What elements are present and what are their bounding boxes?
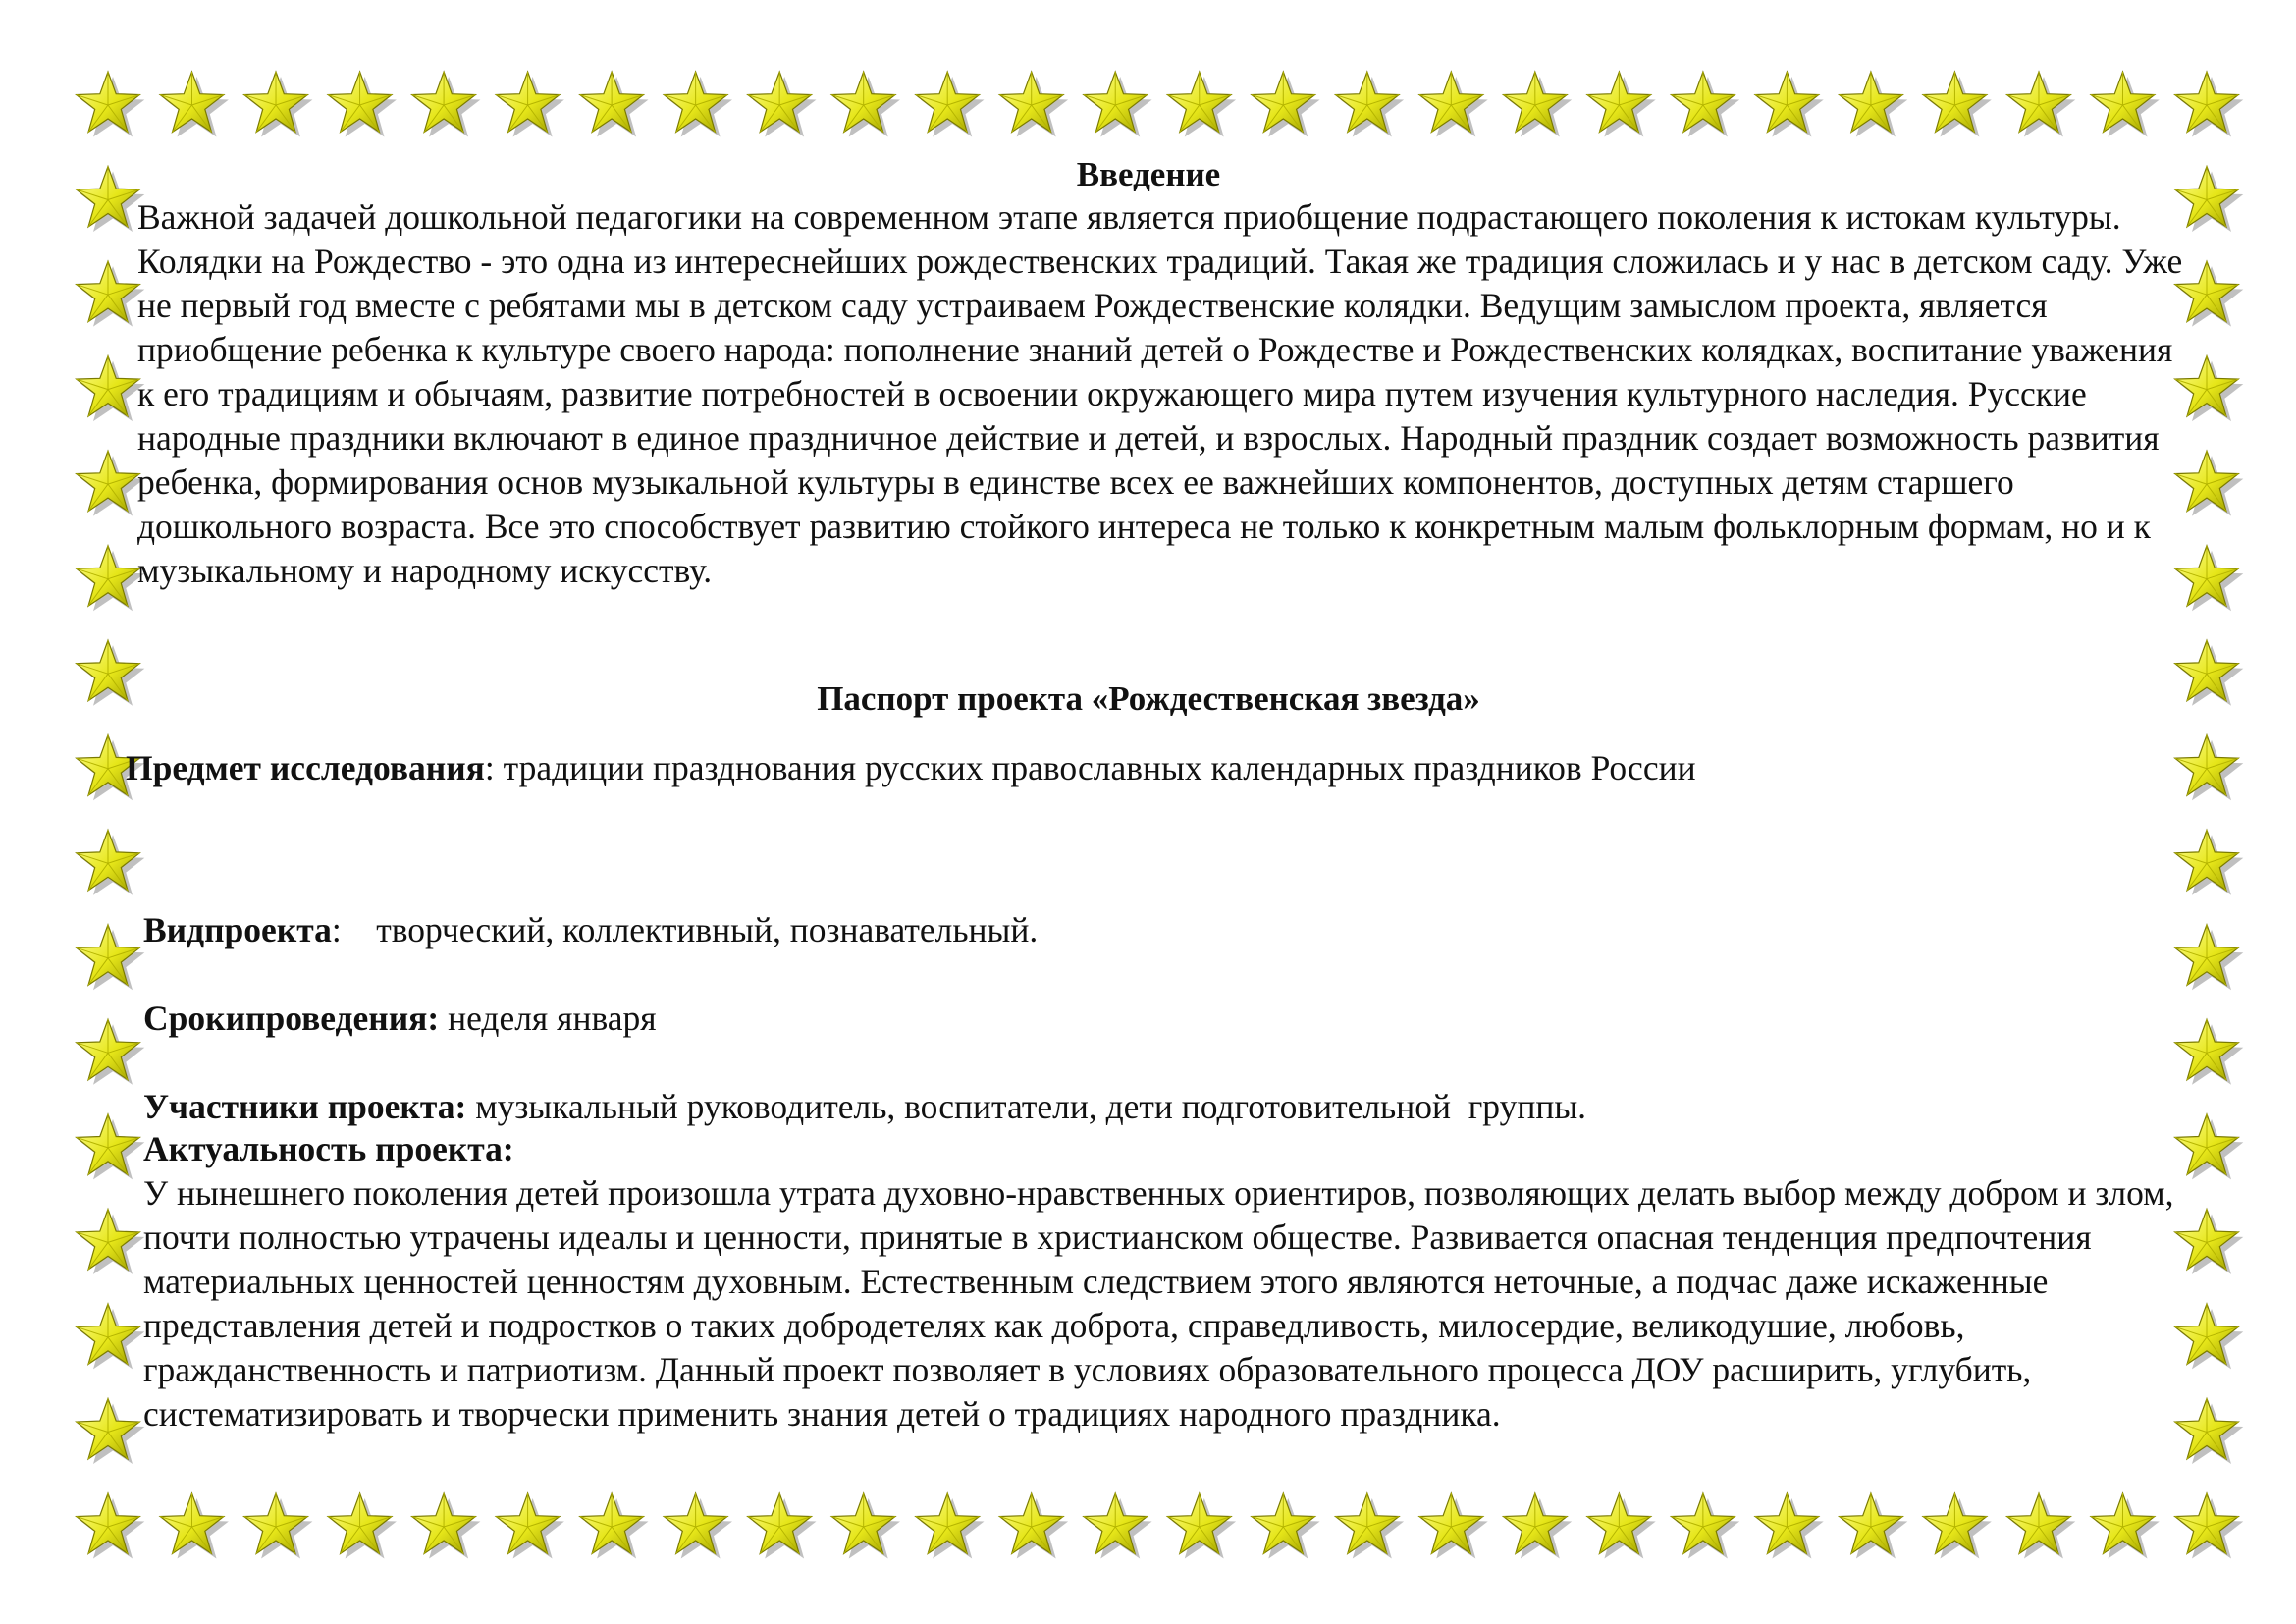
project-term-row <box>143 997 657 1041</box>
project-term-value: неделя января <box>439 999 657 1038</box>
relevance-paragraph: У нынешнего поколения детей произошла утрата духовно-нравственных ориентиров, позволяющих делать выбор между добром и злом, почти полностью утрачены идеалы и ценности, принятые в христианском обществе. Развивается опасная тенденция предпочтения материальных ценностей ценностям духовным. Естественным следствием этого являются неточные, а подчас даже искаженные представления детей и подростков о таких добродетелях как доброта, справедливость, милосердие, великодушие, любовь, гражданственность и патриотизм. Данный проект позволяет в условиях образовательного процесса ДОУ расширить, углубить, систематизировать и творчески применить знания детей о традициях народного праздника. <box>143 1173 2174 1434</box>
research-subject-row <box>126 746 2089 790</box>
research-subject-label: Предмет исследования <box>126 748 485 787</box>
project-participants-label: Участники проекта: <box>143 1087 467 1126</box>
project-participants-value: музыкальный руководитель, воспитатели, дети подготовительной группы. <box>466 1087 1587 1126</box>
relevance-heading: Актуальность проекта: <box>143 1129 514 1168</box>
introduction-paragraph: Важной задачей дошкольной педагогики на современном этапе является приобщение подрастающего поколения к истокам культуры. Колядки на Рождество - это одна из интереснейших рождественских традиций. Такая же традиция сложилась и у нас в детском саду. Уже не первый год вместе с ребятами мы в детском саду устраиваем Рождественские колядки. Ведущим замыслом проекта, является приобщение ребенка к культуре своего народа: пополнение знаний детей о Рождестве и Рождественских колядках, воспитание уважения к его традициям и обычаям, развитие потребностей в освоении окружающего мира путем изучения культурного наследия. Русские народные праздники включают в единое праздничное действие и детей, и взрослых. Народный праздник создает возможность развития ребенка, формирования основ музыкальной культуры в единстве всех ее важнейших компонентов, доступных детям старшего дошкольного возраста. Все это способствует развитию стойкого интереса не только к конкретным малым фольклорным формам, но и к музыкальному и народному искусству. <box>137 197 2183 590</box>
research-subject-value: : традиции празднования русских православных календарных праздников России <box>484 748 1696 787</box>
project-type-value: : творческий, коллективный, познавательный. <box>331 910 1039 949</box>
passport-heading: Паспорт проекта «Рождественская звезда» <box>817 679 1480 718</box>
introduction-heading: Введение <box>1076 155 1221 193</box>
project-type-label: Видпроекта <box>143 910 332 949</box>
project-term-label: Срокипроведения: <box>143 999 440 1038</box>
project-type-row <box>143 908 1038 952</box>
project-participants-row <box>143 1085 1586 1129</box>
